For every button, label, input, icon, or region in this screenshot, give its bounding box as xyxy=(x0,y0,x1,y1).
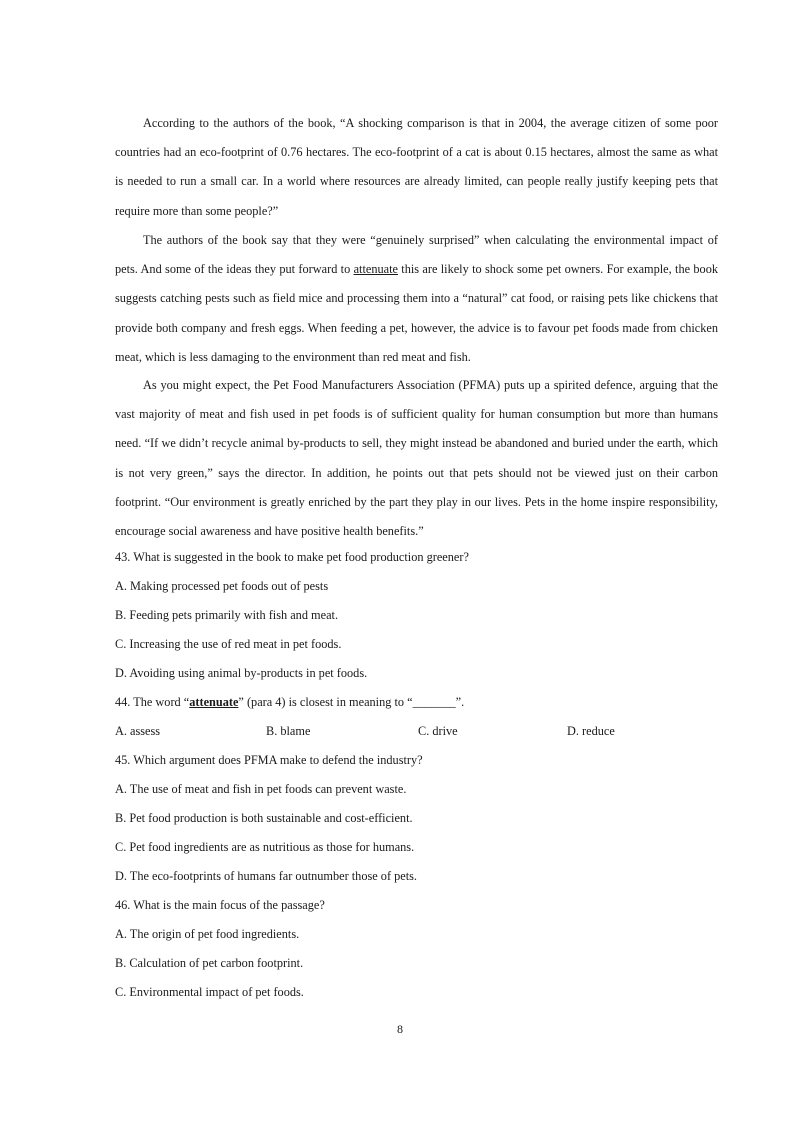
question-45-option-b: B. Pet food production is both sustainable and cost-efficient. xyxy=(115,811,413,825)
passage-paragraph-3: As you might expect, the Pet Food Manufacturers Association (PFMA) puts up a spirited defence, arguing that the vast majority of meat and fish used in pet foods is of sufficient quality for human consumption but more than humans need. “If we didn’t recycle animal by-products to sell, they might instead be abandoned and buried under the earth, which is not very green,” says the director. In addition, he points out that pets should not be viewed just on their carbon footprint. “Our environment is greatly enriched by the part they play in our lives. Pets in the home inspire responsibility, encourage social awareness and have positive health benefits.” xyxy=(115,378,718,539)
question-45-option-d: D. The eco-footprints of humans far outnumber those of pets. xyxy=(115,869,418,883)
question-44-stem-prefix: 44. The word “ xyxy=(115,695,190,709)
passage-paragraph-1: According to the authors of the book, “A shocking comparison is that in 2004, the average citizen of some poor countries had an eco-footprint of 0.76 hectares. The eco-footprint of a cat is about 0.15 hectares, almost the same as what is needed to run a small car. In a world where resources are already limited, can people really justify keeping pets that require more than some people?” xyxy=(115,116,718,218)
question-44-option-a: A. assess xyxy=(115,724,161,738)
page-number: 8 xyxy=(397,1022,403,1036)
question-46-stem: 46. What is the main focus of the passage? xyxy=(115,898,325,912)
question-43-option-a: A. Making processed pet foods out of pests xyxy=(115,579,329,593)
question-44-stem-suffix: ”. xyxy=(455,695,465,709)
paragraph-2-text-after: this are likely to shock some pet owners. For example, the book suggests catching pests such as field mice and processing them into a “natural” cat food, or raising pets like chickens that provide both company and fresh eggs. When feeding a pet, however, the advice is to favour pet foods made from chicken meat, which is less damaging to the environment than red meat and fish. xyxy=(115,262,719,364)
question-46-option-c: C. Environmental impact of pet foods. xyxy=(115,985,304,999)
paragraph-2-text-before: The authors of the book say that they were “genuinely surprised” when calculating the environmental impact of pets. And some of the ideas they put forward to xyxy=(115,233,718,277)
question-43-option-b: B. Feeding pets primarily with fish and meat. xyxy=(115,608,339,622)
question-44-keyword: attenuate xyxy=(189,695,239,709)
question-44-option-b: B. blame xyxy=(266,724,311,738)
question-43-option-c: C. Increasing the use of red meat in pet foods. xyxy=(115,637,342,651)
question-45-stem: 45. Which argument does PFMA make to defend the industry? xyxy=(115,753,423,767)
question-44-options-row xyxy=(115,723,635,739)
question-44-option-c: C. drive xyxy=(418,724,458,738)
question-44-stem-mid: ” (para 4) is closest in meaning to “ xyxy=(238,695,413,709)
question-45-option-c: C. Pet food ingredients are as nutritious as those for humans. xyxy=(115,840,415,854)
answer-blank: _______ xyxy=(412,695,456,709)
question-43-option-d: D. Avoiding using animal by-products in pet foods. xyxy=(115,666,368,680)
question-45-option-a: A. The use of meat and fish in pet foods can prevent waste. xyxy=(115,782,407,796)
keyword-attenuate: attenuate xyxy=(353,262,398,277)
question-43-stem: 43. What is suggested in the book to make pet food production greener? xyxy=(115,550,469,564)
question-46-option-b: B. Calculation of pet carbon footprint. xyxy=(115,956,304,970)
question-44-option-d: D. reduce xyxy=(567,724,615,738)
passage-paragraph-2 xyxy=(115,226,718,372)
question-46-option-a: A. The origin of pet food ingredients. xyxy=(115,927,300,941)
question-44-stem xyxy=(115,694,464,710)
